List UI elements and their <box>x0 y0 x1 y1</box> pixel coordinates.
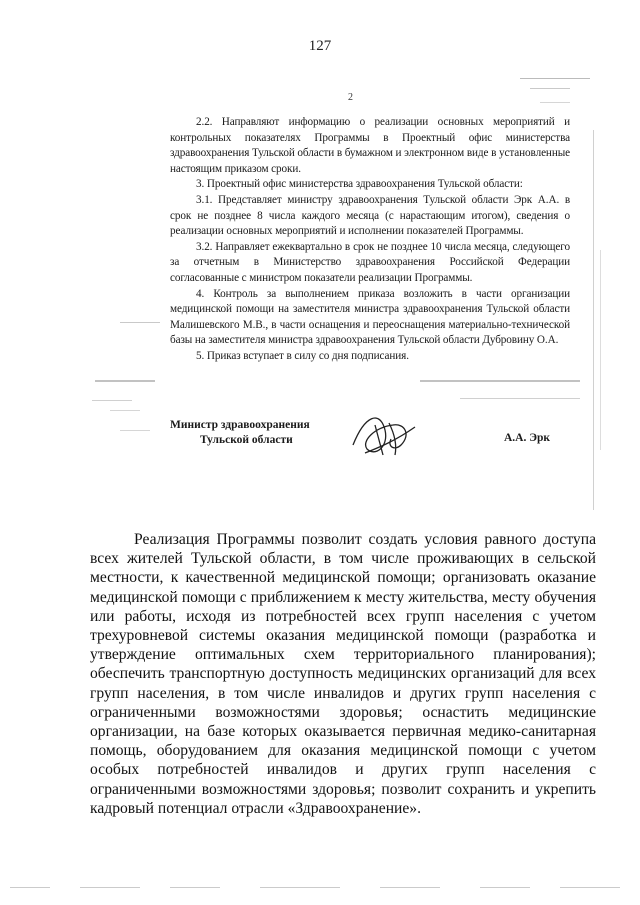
footer-noise <box>0 885 640 893</box>
scan-paragraph: 4. Контроль за выполнением приказа возложить в части организации медицинской помощи на заместителя министра здравоохранения Тульской области Малишевского М.В., в части оснащения и переоснащения материально-технической базы на заместителя министра здравоохранения Тульской области Дубровину О.А. <box>170 287 570 347</box>
signature-name: А.А. Эрк <box>504 432 551 444</box>
signature-title <box>170 418 310 448</box>
scan-paragraph: 2.2. Направляют информацию о реализации основных мероприятий и контрольных показателях Программы в Проектный офис министерства здравоохранения Тульской области в бумажном и электронном виде в установленные настоящим приказом сроки. <box>170 116 570 175</box>
signature-title-line1: Министр здравоохранения <box>170 419 310 431</box>
body-text <box>90 530 596 818</box>
scan-paragraph: 3.1. Представляет министру здравоохранения Тульской области Эрк А.А. в срок не позднее 8 числа каждого месяца (с нарастающим итогом), сведения о реализации основных мероприятий и исполнении показателей Программы. <box>170 193 570 238</box>
scanned-order-excerpt <box>0 70 640 510</box>
signature-title-line2: Тульской области <box>200 434 293 446</box>
page-number: 127 <box>308 38 332 54</box>
scan-page-number: 2 <box>348 92 353 103</box>
scan-paragraph: 5. Приказ вступает в силу со дня подписания. <box>196 349 409 362</box>
body-paragraph: Реализация Программы позволит создать условия равного доступа всех жителей Тульской области, в том числе проживающих в сельской местности, к качественной медицинской помощи; организовать оказание медицинской помощи с приближением к месту жительства, месту обучения или работы, исходя из потребностей всех групп населения с учетом трехуровневой системы оказания медицинской помощи (разработка и утверждение оптимальных схем территориального планирования); обеспечить транспортную доступность медицинских организаций для всех групп населения, в том числе инвалидов и других групп населения с ограниченными возможностями здоровья; оснастить медицинские организации, на базе которых оказывается первичная медико-санитарная помощь, оборудованием для оказания медицинской помощи с учетом особых потребностей инвалидов и других групп населения с ограниченными возможностями здоровья; позволит сохранить и укрепить кадровый потенциал отрасли «Здравоохранение». <box>90 531 596 817</box>
scan-paragraph: 3. Проектный офис министерства здравоохранения Тульской области: <box>196 178 523 191</box>
scan-text-block <box>170 115 570 365</box>
scan-paragraph: 3.2. Направляет ежеквартально в срок не позднее 10 числа месяца, следующего за отчетным в Министерство здравоохранения Российской Федерации согласованные с министром показатели реализации Программы. <box>170 240 570 284</box>
handwritten-signature <box>345 405 425 465</box>
